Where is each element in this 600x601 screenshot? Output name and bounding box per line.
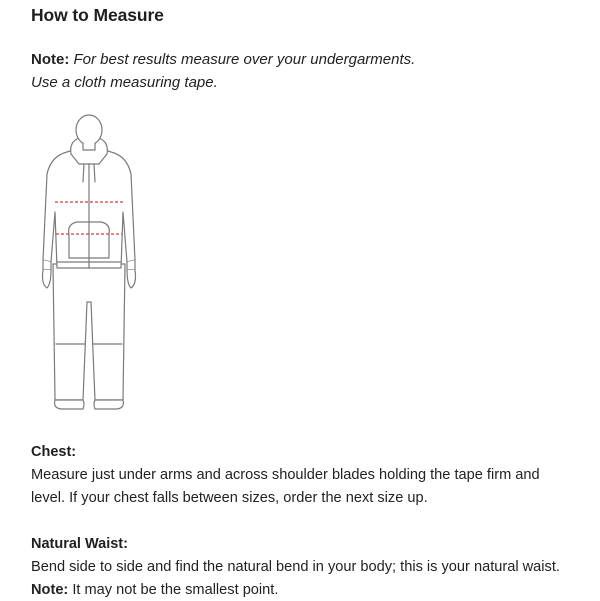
natural-waist-note-label: Note: <box>31 581 69 598</box>
left-hand <box>43 270 52 288</box>
natural-waist-note-text: It may not be the smallest point. <box>72 581 279 598</box>
left-foot <box>55 400 84 409</box>
note-label: Note: <box>31 51 70 68</box>
natural-waist-section <box>31 533 576 601</box>
chest-heading: Chest: <box>31 444 77 460</box>
note-text-line-1: For best results measure over your undergarments. <box>73 51 416 68</box>
natural-waist-text: Bend side to side and find the natural bend in your body; this is your natural waist. <box>31 559 560 575</box>
chest-body: Measure just under arms and across shoulder blades holding the tape firm and level. If your chest falls between sizes, order the next size up. <box>31 467 540 506</box>
head-outline <box>76 115 102 145</box>
page-title: How to Measure <box>31 5 164 25</box>
note-text-line-2: Use a cloth measuring tape. <box>31 74 218 91</box>
natural-waist-body <box>31 556 576 601</box>
right-foot <box>94 400 123 409</box>
person-figure-icon <box>39 112 139 417</box>
person-measurement-illustration <box>39 112 139 417</box>
right-hand <box>127 270 136 288</box>
measure-guide <box>31 0 576 600</box>
chest-section <box>31 441 576 509</box>
note-line-1 <box>31 48 415 71</box>
neck-outline <box>83 143 95 150</box>
natural-waist-heading: Natural Waist: <box>31 536 128 552</box>
pants-outline <box>53 264 125 400</box>
note-block <box>31 48 415 94</box>
